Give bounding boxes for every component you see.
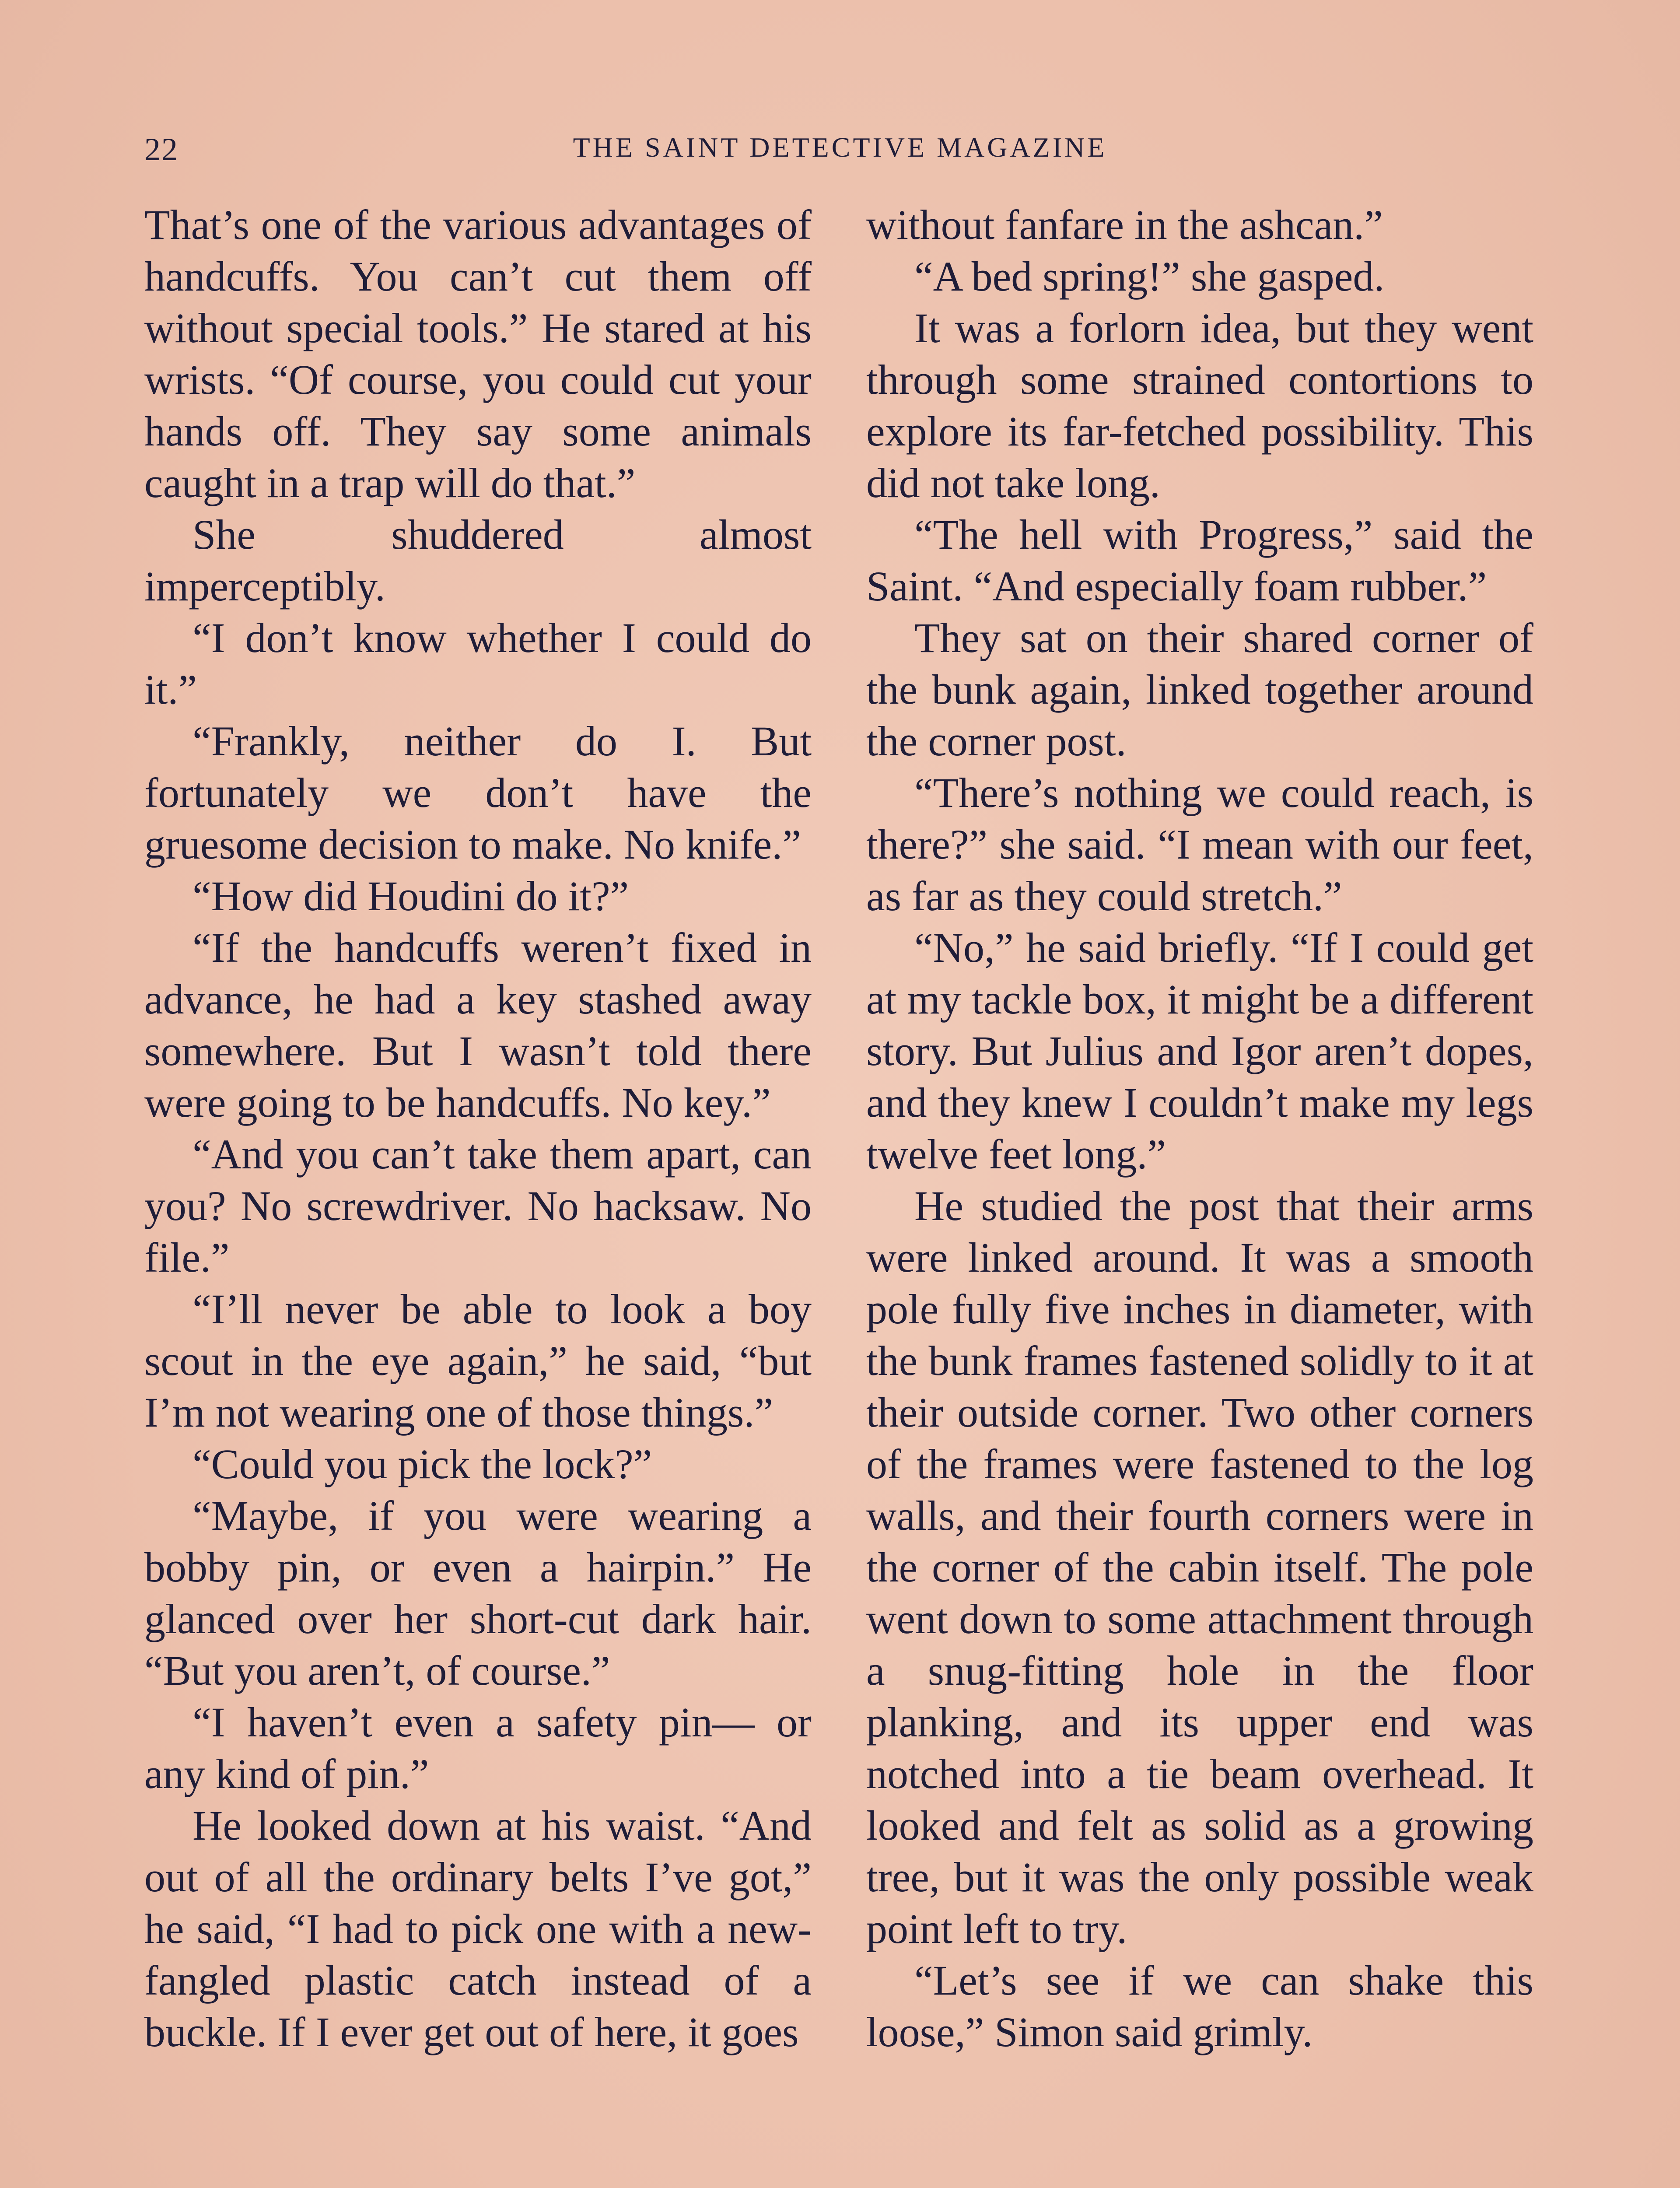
paragraph: “The hell with Progress,” said the Saint. “And especially foam rubber.” [866,511,1533,610]
paragraph: “I don’t know whether I could do it.” [144,614,812,713]
paragraph: “There’s nothing we could reach, is there?” she said. “I mean with our feet, as far as they could stretch.” [866,769,1533,919]
paragraph: “Frankly, neither do I. But fortunately we don’t have the gruesome decision to make. No knife.” [144,718,812,868]
paragraph: “I haven’t even a safety pin— or any kind of pin.” [144,1699,812,1797]
paragraph: “How did Houdini do it?” [192,873,629,919]
paragraph: “Maybe, if you were wearing a bobby pin, or even a hairpin.” He glanced over her short-cut dark hair. “But you aren’t, of course.” [144,1492,812,1694]
paragraph: He studied the post that their arms were linked around. It was a smooth pole fully five inches in diameter, with the bunk frames fastened solidly to it at their outside corner. Two other corners of the frames were fastened to the log walls, and their fourth corners were in the corner of the cabin itself. The pole went down to some attachment through a snug-fitting hole in the floor planking, and its upper end was notched into a tie beam overhead. It looked and felt as solid as a growing tree, but it was the only possible weak point left to try. [866,1182,1533,1952]
paragraph: “If the handcuffs weren’t fixed in advance, he had a key stashed away somewhere. But I wasn’t told there were going to be handcuffs. No key.” [144,924,812,1126]
paragraph: He looked down at his waist. “And out of all the ordinary belts I’ve got,” he said, “I had to pick one with a new-fangled plastic catch instead of a buckle. If I ever get out of here, it goes [144,1802,812,2055]
paragraph: It was a forlorn idea, but they went through some strained contortions to explore its far-fetched possibility. This did not take long. [866,305,1533,506]
paragraph: “And you can’t take them apart, can you? No screwdriver. No hacksaw. No file.” [144,1131,812,1281]
paragraph: “No,” he said briefly. “If I could get at my tackle box, it might be a different story. But Julius and Igor aren’t dopes, and they knew I couldn’t make my legs twelve feet long.” [866,924,1533,1178]
right-column [866,199,1533,2058]
page-header [144,131,1536,184]
paragraph: She shuddered almost imperceptibly. [144,511,812,610]
paragraph: They sat on their shared corner of the bunk again, linked together around the corner post. [866,614,1533,764]
paragraph: “I’ll never be able to look a boy scout in the eye again,” he said, “but I’m not wearing one of those things.” [144,1286,812,1436]
page-number: 22 [144,132,178,168]
paragraph: “Could you pick the lock?” [192,1441,652,1487]
paragraph: without fanfare in the ashcan.” [866,201,1383,248]
paragraph: “Let’s see if we can shake this loose,” Simon said grimly. [866,1957,1533,2055]
paragraph: “A bed spring!” she gasped. [914,253,1385,300]
paragraph: That’s one of the various advantages of handcuffs. You can’t cut them off without special tools.” He stared at his wrists. “Of course, you could cut your hands off. They say some animals caught in a trap will do that.” [144,201,812,506]
left-column [144,199,812,2058]
running-head: THE SAINT DETECTIVE MAGAZINE [573,132,1107,163]
